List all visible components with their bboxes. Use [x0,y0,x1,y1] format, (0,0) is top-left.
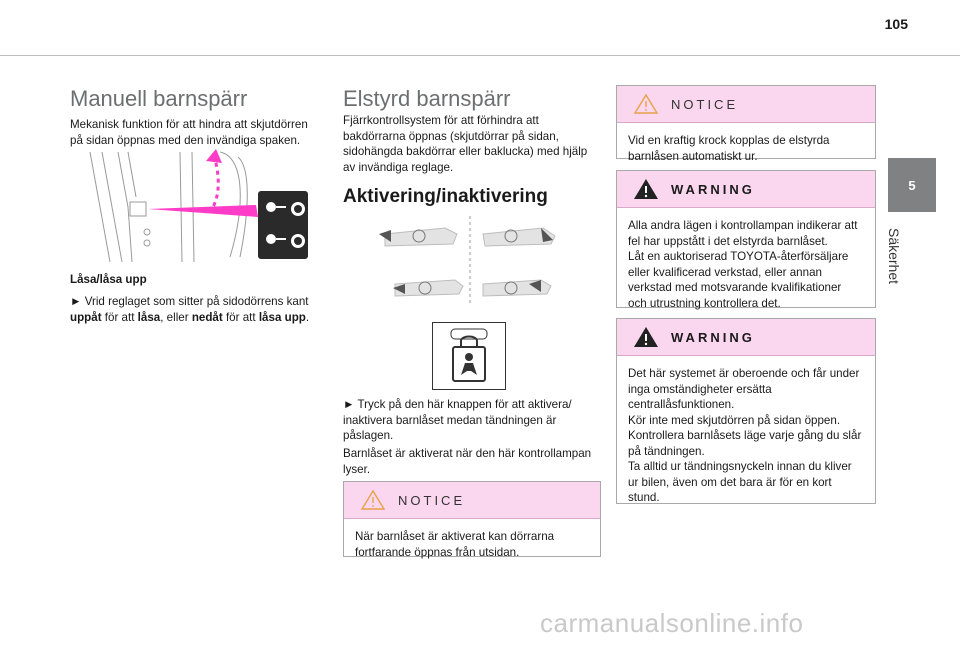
instr-text-3: , eller [160,310,192,324]
lock-unlock-subheading: Låsa/låsa upp [70,273,147,286]
instr-bold-down: nedåt [191,310,223,324]
warning-text-1: Alla andra lägen i kontrollampan indikerar att fel har uppstått i det elstyrda barnlåset. Låt en auktoriserad TOYOTA-återförsäljare eller kvalificerad verkstad, eller annan verkstad med motsvarande kvalifikationer och utrustning kontrollera det. [628,219,858,310]
header-divider [0,55,960,56]
warning-box-1 [616,170,876,308]
notice-icon [360,489,386,511]
activation-heading: Aktivering/inaktivering [343,186,548,207]
instr-text-4: för att [222,310,259,324]
notice-box-right [616,85,876,163]
chapter-tab[interactable] [888,158,936,212]
electric-intro: Fjärrkontrollsystem för att förhindra att bakdörrarna öppnas (skjutdörrar på sidan, sidohängda bakdörrar eller baklucka) med hjälp av invändiga reglage. [343,114,588,174]
section-heading-manual: Manuell barnspärr [70,86,248,111]
notice-icon [633,93,659,115]
warning-header-1 [617,171,875,208]
chapter-title-text: Säkerhet [886,227,903,285]
electric-note: Barnlåset är aktiverat när den här kontrollampan lyser. [343,447,592,476]
notice-label: NOTICE [398,492,466,508]
instr-text-5: . [305,310,310,324]
instr-bold-unlock: låsa upp [258,310,306,324]
warning-icon [633,178,659,200]
notice-header-right [617,86,875,123]
manual-instruction [70,294,325,325]
electric-instruction: ► Tryck på den här knappen för att aktivera/ inaktivera barnlåset medan tändningen är påslagen. [343,398,572,442]
chapter-title [872,218,952,298]
notice-label-right: NOTICE [671,96,739,112]
warning-icon [633,326,659,348]
instr-text-2: för att [101,310,138,324]
notice-header [344,482,600,519]
page-number: 105 [884,16,908,32]
warning-label-1: WARNING [671,181,755,197]
watermark: carmanualsonline.info [540,608,804,638]
instr-text-1: ► Vrid reglaget som sitter på sidodörrens kant [70,295,309,308]
notice-box-middle [343,481,601,557]
child-lock-button-illustration [432,322,506,390]
warning-header-2 [617,319,875,356]
instr-bold-up: uppåt [70,310,102,324]
door-mirrors-illustration [365,214,575,304]
warning-label-2: WARNING [671,329,755,345]
warning-text-2: Det här systemet är oberoende och får under inga omständigheter ersätta centrallåsfunktionen. Kör inte med skjutdörren på sidan öppen. Kontrollera barnlåsets läge varje gång du slår på tändningen. Ta alltid ur tändningsnyckeln innan du kliver ur bilen, även om det bara är för en kort stund. [628,367,862,504]
manual-lock-illustration [70,147,323,265]
notice-text: När barnlåset är aktiverat kan dörrarna fortfarande öppnas från utsidan. [355,530,555,559]
chapter-number: 5 [908,177,916,193]
warning-box-2 [616,318,876,504]
section-heading-electric: Elstyrd barnspärr [343,86,511,111]
notice-text-right: Vid en kraftig krock kopplas de elstyrda barnlåsen automatiskt ur. [628,134,830,163]
manual-intro: Mekanisk funktion för att hindra att skjutdörren på sidan öppnas med den invändiga spaken. [70,118,308,147]
instr-bold-lock: låsa [137,310,161,324]
